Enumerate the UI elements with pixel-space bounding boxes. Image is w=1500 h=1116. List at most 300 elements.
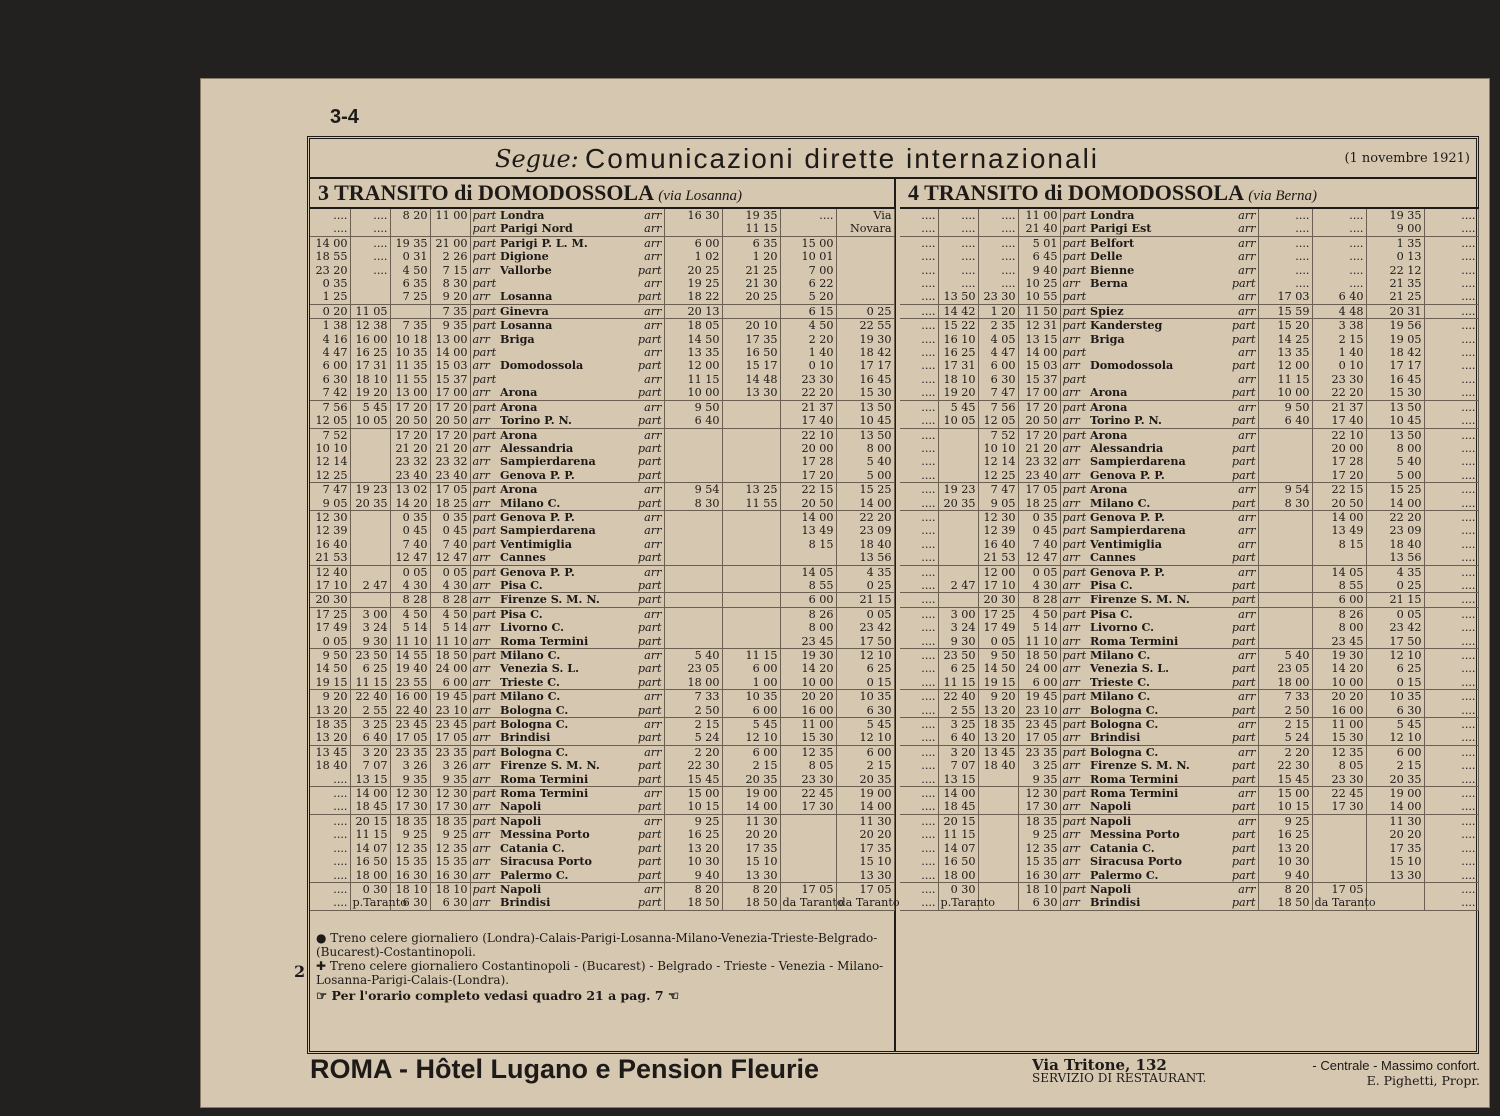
time-cell: ....	[310, 882, 350, 896]
timetable-row	[310, 277, 894, 290]
direction-cell: part	[1060, 304, 1088, 318]
direction-cell: arr	[634, 882, 664, 896]
direction-cell: part	[472, 400, 497, 414]
footnote-reference: ☞ Per l'orario completo vedasi quadro 21 a pag. 7 ☜	[316, 988, 680, 1003]
page-number: 3-4	[330, 106, 359, 128]
time-cell: 12 35	[1312, 745, 1366, 759]
time-cell: 13 25	[722, 483, 780, 497]
station-cell: Domodossola	[1090, 358, 1174, 373]
time-cell: ....	[1424, 690, 1478, 704]
time-cell: 15 35	[1018, 855, 1060, 868]
time-cell: 23 45	[1018, 718, 1060, 732]
timetable-row	[310, 250, 894, 263]
time-cell	[664, 579, 722, 593]
time-cell: ....	[900, 551, 938, 565]
direction-cell: part	[634, 442, 664, 455]
time-cell: 18 35	[390, 814, 430, 828]
direction-cell: part	[1062, 787, 1087, 801]
time-cell: 19 23	[938, 483, 978, 497]
station-cell: Sampierdarena	[1090, 454, 1186, 469]
time-cell	[722, 565, 780, 579]
time-cell: 23 35	[390, 745, 430, 759]
direction-cell: part	[472, 236, 497, 250]
time-cell: 18 00	[1258, 676, 1312, 690]
time-cell	[1258, 551, 1312, 565]
time-cell: 15 30	[1312, 731, 1366, 745]
timetable-row	[310, 855, 894, 868]
time-cell	[978, 882, 1018, 896]
station-cell: Bologna C.	[1090, 744, 1159, 759]
timetable-row	[900, 373, 1478, 386]
timetable-row	[900, 814, 1478, 828]
time-cell: 17 20	[1312, 469, 1366, 483]
time-cell: 20 25	[722, 290, 780, 304]
time-cell: ....	[1424, 607, 1478, 621]
direction-cell: part	[470, 222, 498, 236]
timetable-row	[900, 579, 1478, 593]
time-cell: ....	[310, 222, 350, 236]
time-cell: 9 50	[664, 400, 722, 414]
time-cell: ....	[1312, 277, 1366, 290]
direction-cell: arr	[1228, 222, 1258, 236]
time-cell: 16 25	[938, 346, 978, 359]
time-cell: 6 00	[1018, 676, 1060, 690]
time-cell: 17 40	[780, 414, 836, 428]
timetable-row	[310, 759, 894, 772]
time-cell	[1312, 551, 1366, 565]
time-cell: ....	[978, 209, 1018, 222]
time-cell: 18 10	[1018, 882, 1060, 896]
time-cell: ....	[900, 400, 938, 414]
time-cell: ....	[1424, 745, 1478, 759]
time-cell: 16 10	[938, 333, 978, 346]
timetable-page	[200, 78, 1490, 1108]
direction-cell: arr	[634, 373, 664, 386]
time-cell: 15 00	[1258, 787, 1312, 801]
timetable-row	[900, 250, 1478, 263]
time-cell: 5 45	[350, 400, 390, 414]
direction-cell: arr	[634, 718, 664, 732]
station-cell: Pisa C.	[1090, 606, 1133, 621]
station-cell: Palermo C.	[1088, 869, 1228, 883]
time-cell	[350, 469, 390, 483]
time-cell: ....	[310, 828, 350, 841]
time-cell: 2 15	[722, 759, 780, 772]
time-cell: 1 40	[780, 346, 836, 359]
time-cell: 20 35	[350, 497, 390, 511]
direction-cell: part	[1228, 621, 1258, 634]
time-cell: 20 50	[390, 414, 430, 428]
time-cell: 23 30	[780, 773, 836, 787]
time-cell: 7 25	[390, 290, 430, 304]
station-cell: Brindisi	[1088, 731, 1228, 745]
timetable-row	[310, 662, 894, 675]
time-cell: 14 55	[390, 649, 430, 663]
time-cell: 6 00	[722, 745, 780, 759]
time-cell: 2 20	[1258, 745, 1312, 759]
direction-cell: part	[472, 428, 497, 442]
time-cell: 5 01	[1018, 236, 1060, 250]
timetable-row	[900, 731, 1478, 745]
time-cell: 17 20	[430, 400, 470, 414]
time-cell: 6 15	[780, 304, 836, 318]
time-cell: 10 01	[780, 250, 836, 263]
time-cell: 0 45	[430, 524, 470, 537]
station-cell: Milano C.	[500, 648, 561, 662]
time-cell: 22 30	[1258, 759, 1312, 772]
time-cell: 14 00	[722, 800, 780, 814]
time-cell: 20 15	[350, 814, 390, 828]
direction-cell: part	[472, 510, 497, 524]
timetable-row	[310, 333, 894, 346]
direction-cell: part	[1062, 814, 1087, 828]
timetable-row	[310, 497, 894, 511]
time-cell	[664, 538, 722, 551]
time-cell: ....	[900, 621, 938, 634]
time-cell: 10 45	[836, 414, 894, 428]
direction-cell: arr	[634, 745, 664, 759]
time-cell	[350, 442, 390, 455]
time-cell	[978, 800, 1018, 814]
time-cell: 20 20	[780, 690, 836, 704]
station-cell: Roma Termini	[498, 773, 634, 787]
time-cell: 16 00	[350, 333, 390, 346]
time-cell: 17 17	[836, 359, 894, 372]
timetable-row	[310, 896, 894, 910]
time-cell: ....	[900, 428, 938, 442]
time-cell: 16 00	[780, 704, 836, 718]
direction-cell: arr	[472, 621, 490, 635]
time-cell: ....	[900, 759, 938, 772]
direction-cell: arr	[634, 565, 664, 579]
station-cell: Catania C.	[500, 840, 565, 855]
station-cell: Pisa C.	[1088, 579, 1228, 593]
time-cell: 3 25	[938, 718, 978, 732]
station-cell: Bienne	[1090, 262, 1135, 277]
timetable-row	[310, 704, 894, 718]
time-cell: 16 45	[1366, 373, 1424, 386]
time-cell: 2 55	[350, 704, 390, 718]
station-cell: Arona	[1090, 482, 1128, 497]
time-cell: 10 45	[1366, 414, 1424, 428]
station-cell: Sampierdarena	[500, 454, 596, 469]
time-cell: 19 35	[390, 236, 430, 250]
time-cell: 17 31	[938, 359, 978, 372]
time-cell: 3 20	[938, 745, 978, 759]
timetable-row	[900, 842, 1478, 855]
time-cell	[1312, 855, 1366, 868]
time-cell: 18 50	[430, 649, 470, 663]
time-cell	[836, 290, 894, 304]
time-cell	[1258, 607, 1312, 621]
direction-cell: arr	[1062, 759, 1080, 773]
direction-cell: arr	[634, 787, 664, 801]
time-cell: 17 50	[836, 635, 894, 649]
time-cell: 7 07	[350, 759, 390, 772]
timetable-row	[310, 469, 894, 483]
direction-cell: arr	[470, 676, 498, 690]
time-cell: 17 30	[1018, 800, 1060, 814]
time-cell: 7 33	[1258, 690, 1312, 704]
direction-cell: arr	[472, 828, 490, 842]
time-cell: ....	[1258, 277, 1312, 290]
time-cell: ....	[938, 236, 978, 250]
direction-cell: arr	[634, 400, 664, 414]
time-cell: ....	[900, 483, 938, 497]
time-cell: p.Taranto	[938, 896, 978, 910]
time-cell: 23 40	[1018, 469, 1060, 483]
time-cell: 12 38	[350, 319, 390, 333]
time-cell: 13 20	[664, 842, 722, 855]
time-cell	[938, 428, 978, 442]
direction-cell: part	[634, 704, 664, 718]
time-cell: 13 50	[836, 428, 894, 442]
time-cell: ....	[900, 373, 938, 386]
time-cell: ....	[350, 264, 390, 277]
time-cell: 23 09	[836, 524, 894, 537]
station-cell: Milano C.	[1088, 497, 1228, 511]
time-cell	[938, 469, 978, 483]
time-cell: 23 10	[1018, 704, 1060, 718]
time-cell: 19 00	[1366, 787, 1424, 801]
station-cell: Torino P. N.	[498, 414, 634, 428]
time-cell: 13 30	[836, 869, 894, 883]
ad-comfort: - Centrale - Massimo confort.	[1312, 1058, 1480, 1073]
time-cell: 1 02	[664, 250, 722, 263]
time-cell	[780, 222, 836, 236]
time-cell	[722, 593, 780, 607]
time-cell: 19 45	[1018, 690, 1060, 704]
time-cell: 3 25	[1018, 759, 1060, 772]
time-cell: ....	[1424, 304, 1478, 318]
time-cell: 6 40	[1312, 290, 1366, 304]
direction-cell: part	[472, 209, 497, 222]
time-cell: ....	[900, 236, 938, 250]
time-cell: 15 30	[780, 731, 836, 745]
time-cell: 19 15	[978, 676, 1018, 690]
direction-cell: part	[1062, 319, 1087, 333]
direction-cell: part	[1228, 704, 1258, 718]
ad-address: Via Tritone, 132	[1032, 1056, 1167, 1074]
time-cell: ....	[900, 333, 938, 346]
direction-cell: arr	[1228, 607, 1258, 621]
direction-cell: arr	[1062, 277, 1080, 291]
time-cell	[978, 842, 1018, 855]
time-cell: 9 25	[1258, 814, 1312, 828]
time-cell: 23 50	[350, 649, 390, 663]
time-cell: 22 30	[664, 759, 722, 772]
time-cell: 2 50	[664, 704, 722, 718]
direction-cell: arr	[470, 800, 498, 814]
time-cell: ....	[1424, 442, 1478, 455]
direction-cell: arr	[1060, 896, 1088, 910]
time-cell: 7 52	[978, 428, 1018, 442]
station-cell: Ventimiglia	[500, 536, 572, 551]
station-cell: Losanna	[500, 318, 553, 333]
time-cell: ....	[900, 264, 938, 277]
time-cell: 7 47	[310, 483, 350, 497]
time-cell: 13 15	[1018, 333, 1060, 346]
time-cell: p.Taranto	[350, 896, 390, 910]
direction-cell: arr	[1228, 510, 1258, 524]
time-cell: 8 20	[1258, 882, 1312, 896]
timetable-row	[900, 704, 1478, 718]
time-cell: 0 05	[390, 565, 430, 579]
station-cell: Ginevra	[498, 304, 634, 318]
timetable-row	[310, 209, 894, 222]
time-cell	[836, 250, 894, 263]
time-cell: 18 22	[664, 290, 722, 304]
time-cell: 21 53	[978, 551, 1018, 565]
time-cell: 20 00	[780, 442, 836, 455]
station-cell: Napoli	[498, 800, 634, 814]
time-cell: ....	[900, 773, 938, 787]
time-cell: 18 40	[1366, 538, 1424, 551]
timetable-row	[900, 538, 1478, 551]
station-cell: Roma Termini	[1088, 773, 1228, 787]
time-cell: 23 32	[1018, 455, 1060, 468]
time-cell: 8 00	[836, 442, 894, 455]
timetable-row	[310, 649, 894, 663]
direction-cell: arr	[470, 896, 498, 910]
direction-cell: part	[634, 593, 664, 607]
direction-cell: arr	[1062, 662, 1080, 676]
time-cell: 22 20	[1366, 510, 1424, 524]
time-cell: 17 17	[1366, 359, 1424, 372]
time-cell: 8 55	[780, 579, 836, 593]
time-cell	[722, 414, 780, 428]
direction-cell: part	[472, 882, 497, 896]
time-cell: 11 00	[430, 209, 470, 222]
station-cell: Sampierdarena	[500, 523, 596, 538]
time-cell	[722, 442, 780, 455]
direction-cell: arr	[1228, 882, 1258, 896]
time-cell: 21 20	[390, 442, 430, 455]
time-cell: 12 35	[1018, 842, 1060, 855]
time-cell: 22 20	[836, 510, 894, 524]
direction-cell: part	[1228, 800, 1258, 814]
time-cell: 1 20	[978, 304, 1018, 318]
time-cell: 6 00	[310, 359, 350, 372]
direction-cell: part	[1060, 290, 1088, 304]
station-cell: Roma Termini	[1090, 786, 1179, 801]
time-cell: ....	[1258, 264, 1312, 277]
time-cell: 9 40	[664, 869, 722, 883]
station-cell: Venezia S. L.	[500, 661, 579, 676]
time-cell: 21 37	[780, 400, 836, 414]
time-cell: 2 47	[350, 579, 390, 593]
timetable-row	[900, 745, 1478, 759]
time-cell: 17 05	[836, 882, 894, 896]
time-cell: ....	[1424, 209, 1478, 222]
time-cell: 8 00	[780, 621, 836, 634]
time-cell: ....	[310, 814, 350, 828]
time-cell	[1258, 428, 1312, 442]
timetable-row	[310, 510, 894, 524]
time-cell: 12 10	[836, 731, 894, 745]
time-cell: 23 45	[390, 718, 430, 732]
time-cell: 20 20	[1366, 828, 1424, 841]
station-cell: Livorno C.	[500, 620, 565, 635]
time-cell: 8 05	[780, 759, 836, 772]
time-cell: 12 05	[978, 414, 1018, 428]
time-cell: ....	[1312, 236, 1366, 250]
time-cell: 0 05	[1018, 565, 1060, 579]
time-cell: 9 50	[978, 649, 1018, 663]
direction-cell: arr	[1060, 869, 1088, 883]
timetable-row	[310, 359, 894, 372]
time-cell	[350, 510, 390, 524]
time-cell: 0 30	[938, 882, 978, 896]
time-cell: ....	[1424, 676, 1478, 690]
time-cell: 11 15	[1258, 373, 1312, 386]
station-cell	[1088, 373, 1228, 386]
time-cell: 17 00	[1018, 386, 1060, 400]
direction-cell: part	[634, 662, 664, 675]
time-cell: 15 35	[390, 855, 430, 868]
time-cell: ....	[1424, 277, 1478, 290]
timetable-row	[310, 814, 894, 828]
time-cell: 2 20	[664, 745, 722, 759]
timetable-row	[900, 319, 1478, 333]
time-cell: 11 00	[780, 718, 836, 732]
timetable-row	[900, 304, 1478, 318]
time-cell: 7 40	[390, 538, 430, 551]
time-cell: 9 54	[664, 483, 722, 497]
time-cell: 24 00	[1018, 662, 1060, 675]
direction-cell: part	[472, 745, 497, 759]
time-cell: 11 30	[722, 814, 780, 828]
time-cell: 9 25	[664, 814, 722, 828]
timetable-row	[310, 690, 894, 704]
footnotes	[316, 931, 886, 1003]
station-cell: Pisa C.	[500, 606, 543, 621]
direction-cell: arr	[1228, 236, 1258, 250]
time-cell: ....	[900, 222, 938, 236]
time-cell: 5 40	[1258, 649, 1312, 663]
timetable-row	[900, 662, 1478, 675]
time-cell: 2 15	[1312, 333, 1366, 346]
direction-cell: arr	[470, 635, 498, 649]
time-cell	[664, 442, 722, 455]
time-cell: 11 55	[390, 373, 430, 386]
time-cell: 17 05	[430, 731, 470, 745]
time-cell: 6 00	[664, 236, 722, 250]
time-cell: 12 00	[978, 565, 1018, 579]
time-cell	[664, 455, 722, 468]
time-cell: 2 35	[978, 319, 1018, 333]
time-cell: 15 59	[1258, 304, 1312, 318]
time-cell	[836, 236, 894, 250]
timetable-row	[310, 319, 894, 333]
time-cell: 2 55	[938, 704, 978, 718]
time-cell: ....	[938, 264, 978, 277]
time-cell: ....	[900, 319, 938, 333]
time-cell	[350, 524, 390, 537]
time-cell: ....	[900, 718, 938, 732]
time-cell	[722, 621, 780, 634]
time-cell: 19 20	[938, 386, 978, 400]
time-cell	[1312, 869, 1366, 883]
station-cell: Kandersteg	[1090, 318, 1163, 333]
time-cell	[1258, 469, 1312, 483]
time-cell: 0 13	[1366, 250, 1424, 263]
time-cell: 16 00	[390, 690, 430, 704]
time-cell: 2 15	[1366, 759, 1424, 772]
time-cell: 8 15	[780, 538, 836, 551]
time-cell: 7 40	[430, 538, 470, 551]
time-cell	[978, 787, 1018, 801]
